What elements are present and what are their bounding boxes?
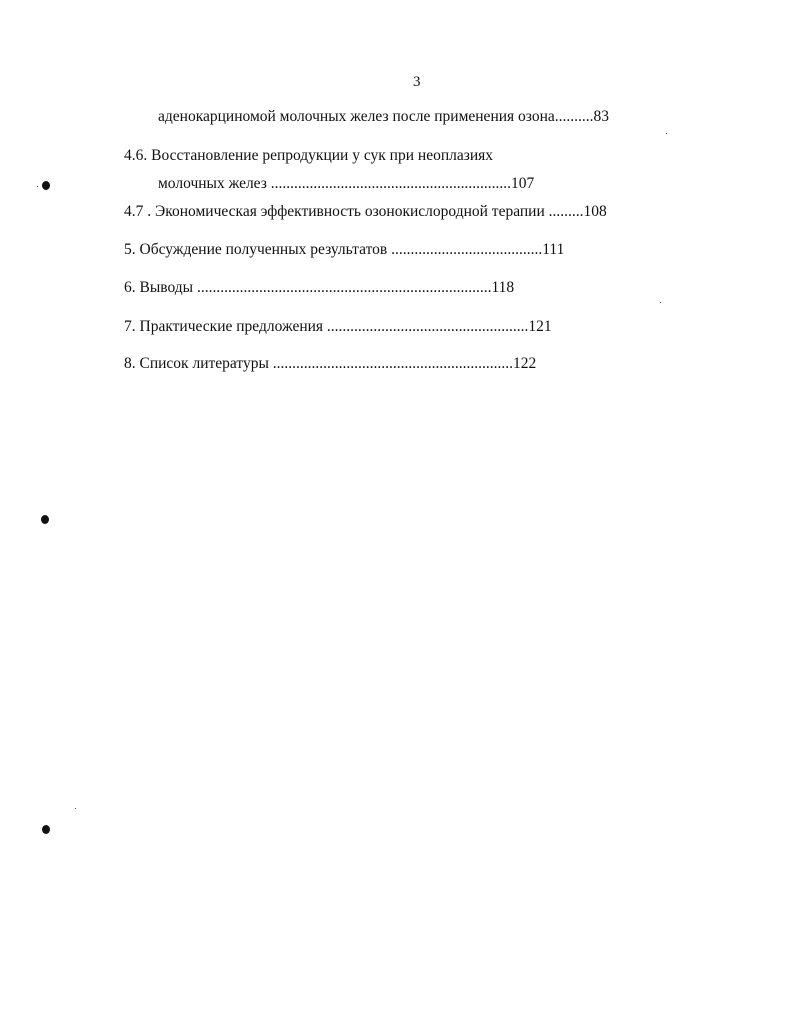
binding-hole-mark: [42, 825, 50, 834]
toc-line-4-6-continuation: молочных желез ..............................................................107: [158, 175, 535, 192]
toc-line-6: 6. Выводы ............................................................................118: [124, 279, 515, 296]
toc-line-5: 5. Обсуждение полученных результатов .......................................111: [124, 241, 565, 258]
page-number: 3: [413, 74, 421, 90]
toc-line-4-7: 4.7 . Экономическая эффективность озонокислородной терапии .........108: [124, 203, 607, 220]
scan-speck: [75, 808, 76, 809]
scan-speck: [666, 133, 667, 134]
binding-hole-mark: [41, 515, 49, 524]
binding-hole-mark: [42, 181, 50, 190]
toc-line-4-6: 4.6. Восстановление репродукции у сук при неоплазиях: [124, 147, 494, 164]
scan-speck: [660, 302, 661, 303]
toc-line-4-5-continuation: аденокарциномой молочных желез после применения озона..........83: [158, 108, 609, 125]
scan-speck: [37, 186, 38, 187]
toc-line-8: 8. Список литературы ..............................................................122: [124, 355, 537, 372]
toc-line-7: 7. Практические предложения ....................................................121: [124, 318, 552, 335]
